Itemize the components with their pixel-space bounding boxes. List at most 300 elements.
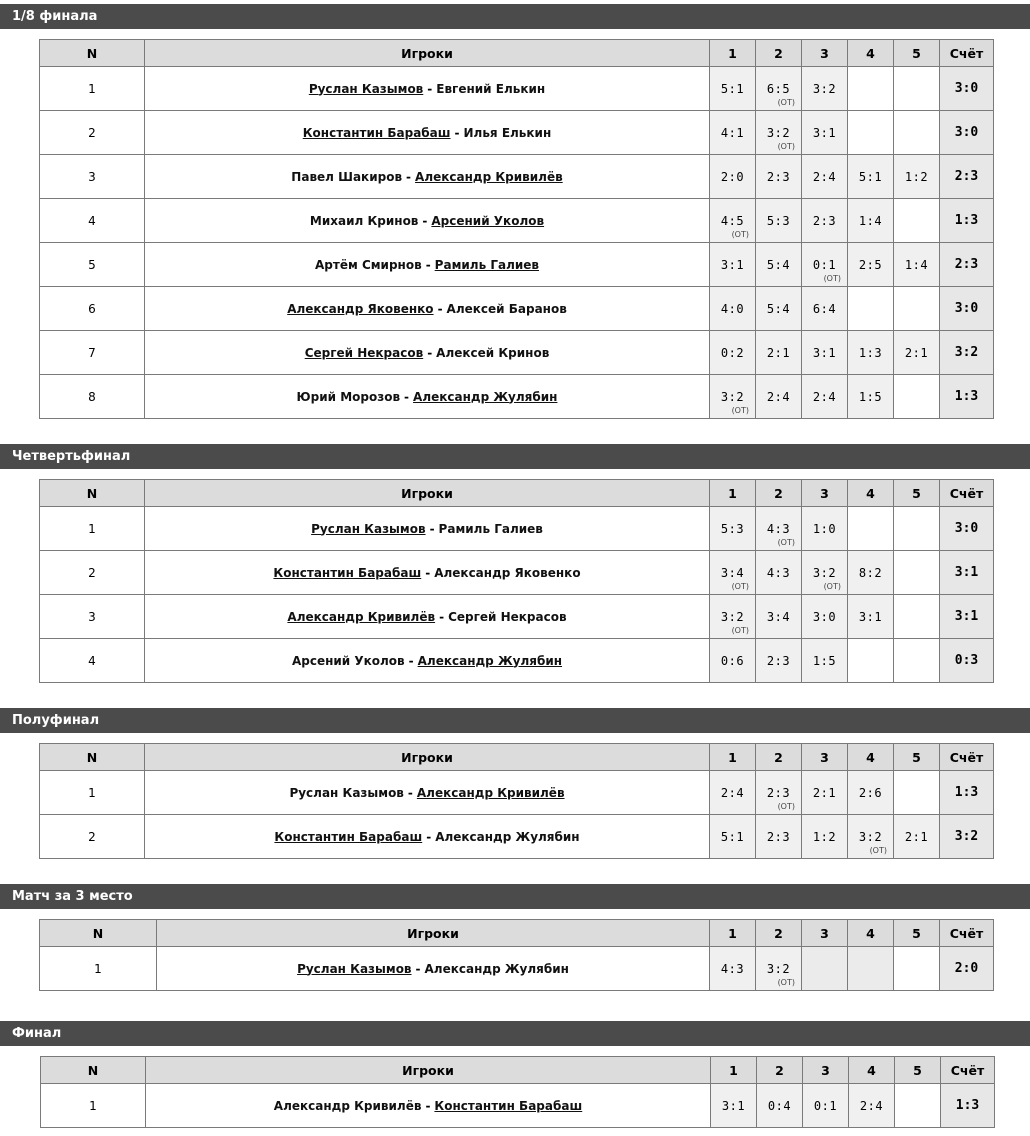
set-score bbox=[802, 551, 848, 595]
players-separator: - bbox=[425, 1098, 431, 1113]
set-score bbox=[894, 243, 940, 287]
set-value: 3:2 bbox=[812, 565, 837, 580]
set-score bbox=[710, 155, 756, 199]
player-name: Юрий Морозов bbox=[296, 389, 401, 404]
table-row bbox=[40, 155, 994, 199]
set-score bbox=[710, 331, 756, 375]
match-number: 1 bbox=[40, 771, 145, 815]
col-header-players: Игроки bbox=[146, 1057, 711, 1084]
set-score bbox=[848, 199, 894, 243]
section-header: Полуфинал bbox=[0, 708, 1030, 733]
set-score bbox=[802, 947, 848, 991]
col-header-set-3: 3 bbox=[802, 744, 848, 771]
match-score: 3:1 bbox=[940, 551, 994, 595]
overtime-mark: (ОТ) bbox=[731, 582, 749, 591]
col-header-players: Игроки bbox=[145, 480, 710, 507]
table-row bbox=[40, 771, 994, 815]
players-separator: - bbox=[415, 961, 421, 976]
col-header-players: Игроки bbox=[157, 920, 710, 947]
col-header-n: N bbox=[40, 920, 157, 947]
set-score bbox=[802, 771, 848, 815]
col-header-score: Счёт bbox=[940, 40, 994, 67]
set-value: 5:3 bbox=[766, 213, 791, 228]
col-header-players: Игроки bbox=[145, 744, 710, 771]
set-score bbox=[756, 947, 802, 991]
set-score bbox=[710, 639, 756, 683]
table-row bbox=[40, 639, 994, 683]
col-header-set-4: 4 bbox=[848, 920, 894, 947]
set-value: 5:3 bbox=[720, 521, 745, 536]
set-score bbox=[848, 111, 894, 155]
player-link[interactable]: Константин Барабаш bbox=[434, 1098, 583, 1113]
set-value: 3:1 bbox=[812, 345, 837, 360]
set-value: 3:2 bbox=[766, 961, 791, 976]
match-number: 1 bbox=[41, 1084, 146, 1128]
set-value: 3:2 bbox=[858, 829, 883, 844]
set-score bbox=[894, 551, 940, 595]
set-score bbox=[802, 507, 848, 551]
col-header-set-1: 1 bbox=[711, 1057, 757, 1084]
player-link[interactable]: Александр Яковенко bbox=[287, 301, 434, 316]
player-name: Рамиль Галиев bbox=[438, 521, 543, 536]
set-score bbox=[756, 771, 802, 815]
set-score bbox=[710, 67, 756, 111]
match-players bbox=[145, 199, 710, 243]
set-score bbox=[894, 507, 940, 551]
match-players bbox=[145, 67, 710, 111]
set-score bbox=[756, 595, 802, 639]
col-header-set-1: 1 bbox=[710, 40, 756, 67]
overtime-mark: (ОТ) bbox=[731, 406, 749, 415]
overtime-mark: (ОТ) bbox=[823, 274, 841, 283]
match-score: 2:0 bbox=[940, 947, 994, 991]
set-value: 2:4 bbox=[720, 785, 745, 800]
match-score: 3:1 bbox=[940, 595, 994, 639]
player-link[interactable]: Константин Барабаш bbox=[274, 829, 423, 844]
set-value: 3:0 bbox=[812, 609, 837, 624]
player-name: Руслан Казымов bbox=[289, 785, 404, 800]
player-link[interactable]: Рамиль Галиев bbox=[434, 257, 540, 272]
set-score bbox=[894, 155, 940, 199]
match-score: 3:0 bbox=[940, 111, 994, 155]
set-score bbox=[848, 287, 894, 331]
set-value: 3:4 bbox=[766, 609, 791, 624]
table-row bbox=[40, 595, 994, 639]
set-score bbox=[756, 199, 802, 243]
set-value: 5:1 bbox=[858, 169, 883, 184]
overtime-mark: (ОТ) bbox=[777, 538, 795, 547]
player-name: Александр Жулябин bbox=[424, 961, 569, 976]
set-score bbox=[848, 771, 894, 815]
table-row bbox=[40, 375, 994, 419]
players-separator: - bbox=[427, 81, 433, 96]
match-players bbox=[145, 331, 710, 375]
table-row bbox=[40, 331, 994, 375]
set-value: 2:3 bbox=[766, 829, 791, 844]
player-name: Александр Жулябин bbox=[435, 829, 580, 844]
set-value: 4:3 bbox=[720, 961, 745, 976]
set-score bbox=[710, 947, 756, 991]
set-score bbox=[848, 331, 894, 375]
player-name: Павел Шакиров bbox=[291, 169, 403, 184]
col-header-n: N bbox=[40, 40, 145, 67]
match-players bbox=[145, 639, 710, 683]
players-separator: - bbox=[427, 345, 433, 360]
set-score bbox=[894, 815, 940, 859]
set-score bbox=[802, 331, 848, 375]
player-link[interactable]: Александр Кривилёв bbox=[287, 609, 436, 624]
match-players bbox=[145, 287, 710, 331]
table-row bbox=[41, 1084, 995, 1128]
set-score bbox=[894, 199, 940, 243]
set-value: 0:1 bbox=[813, 1098, 838, 1113]
set-score bbox=[802, 67, 848, 111]
player-name: Илья Елькин bbox=[463, 125, 552, 140]
set-value: 3:2 bbox=[766, 125, 791, 140]
player-name: Михаил Кринов bbox=[309, 213, 419, 228]
match-number: 3 bbox=[40, 595, 145, 639]
set-value: 2:5 bbox=[858, 257, 883, 272]
set-score bbox=[848, 67, 894, 111]
players-separator: - bbox=[406, 169, 412, 184]
col-header-set-1: 1 bbox=[710, 920, 756, 947]
match-number: 2 bbox=[40, 551, 145, 595]
player-link[interactable]: Арсений Уколов bbox=[431, 213, 545, 228]
match-score: 1:3 bbox=[940, 199, 994, 243]
match-players bbox=[145, 375, 710, 419]
player-name: Александр Яковенко bbox=[434, 565, 581, 580]
match-score: 1:3 bbox=[940, 771, 994, 815]
set-value: 2:3 bbox=[766, 169, 791, 184]
match-number: 6 bbox=[40, 287, 145, 331]
set-value: 3:2 bbox=[720, 389, 745, 404]
set-score bbox=[848, 595, 894, 639]
match-number: 5 bbox=[40, 243, 145, 287]
overtime-mark: (ОТ) bbox=[777, 802, 795, 811]
overtime-mark: (ОТ) bbox=[731, 626, 749, 635]
match-players bbox=[145, 155, 710, 199]
set-score bbox=[894, 111, 940, 155]
match-players bbox=[145, 595, 710, 639]
player-name: Александр Кривилёв bbox=[273, 1098, 422, 1113]
set-score bbox=[756, 287, 802, 331]
col-header-set-1: 1 bbox=[710, 744, 756, 771]
player-link[interactable]: Руслан Казымов bbox=[308, 81, 424, 96]
set-score bbox=[848, 639, 894, 683]
match-number: 2 bbox=[40, 111, 145, 155]
players-separator: - bbox=[429, 521, 435, 536]
col-header-score: Счёт bbox=[940, 744, 994, 771]
results-table bbox=[39, 39, 994, 419]
set-value: 2:4 bbox=[766, 389, 791, 404]
set-score bbox=[802, 287, 848, 331]
col-header-set-5: 5 bbox=[894, 920, 940, 947]
set-value: 4:3 bbox=[766, 565, 791, 580]
results-table bbox=[39, 743, 994, 859]
set-value: 3:4 bbox=[720, 565, 745, 580]
set-score bbox=[848, 155, 894, 199]
set-score bbox=[894, 639, 940, 683]
set-value: 2:1 bbox=[812, 785, 837, 800]
set-score bbox=[849, 1084, 895, 1128]
players-separator: - bbox=[422, 213, 428, 228]
results-table bbox=[40, 1056, 995, 1128]
match-number: 8 bbox=[40, 375, 145, 419]
match-players bbox=[145, 771, 710, 815]
player-name: Евгений Елькин bbox=[436, 81, 546, 96]
set-score bbox=[756, 507, 802, 551]
set-score bbox=[711, 1084, 757, 1128]
players-separator: - bbox=[407, 785, 413, 800]
col-header-set-4: 4 bbox=[848, 480, 894, 507]
set-value: 2:0 bbox=[720, 169, 745, 184]
match-number: 1 bbox=[40, 67, 145, 111]
col-header-n: N bbox=[40, 744, 145, 771]
set-score bbox=[802, 199, 848, 243]
set-score bbox=[710, 551, 756, 595]
section-header: Матч за 3 место bbox=[0, 884, 1030, 909]
players-separator: - bbox=[437, 301, 443, 316]
col-header-n: N bbox=[40, 480, 145, 507]
players-separator: - bbox=[426, 829, 432, 844]
col-header-score: Счёт bbox=[940, 920, 994, 947]
col-header-set-5: 5 bbox=[894, 480, 940, 507]
set-score bbox=[756, 111, 802, 155]
overtime-mark: (ОТ) bbox=[777, 142, 795, 151]
set-score bbox=[848, 243, 894, 287]
table-row bbox=[40, 67, 994, 111]
table-row bbox=[40, 947, 994, 991]
col-header-set-2: 2 bbox=[757, 1057, 803, 1084]
set-value: 5:1 bbox=[720, 829, 745, 844]
match-number: 4 bbox=[40, 639, 145, 683]
set-value: 5:1 bbox=[720, 81, 745, 96]
set-score bbox=[756, 639, 802, 683]
set-value: 8:2 bbox=[858, 565, 883, 580]
col-header-set-5: 5 bbox=[894, 40, 940, 67]
set-score bbox=[802, 243, 848, 287]
set-value: 5:4 bbox=[766, 301, 791, 316]
match-number: 4 bbox=[40, 199, 145, 243]
col-header-score: Счёт bbox=[941, 1057, 995, 1084]
overtime-mark: (ОТ) bbox=[777, 978, 795, 987]
set-score bbox=[756, 243, 802, 287]
set-score bbox=[802, 815, 848, 859]
col-header-set-2: 2 bbox=[756, 40, 802, 67]
overtime-mark: (ОТ) bbox=[823, 582, 841, 591]
players-separator: - bbox=[454, 125, 460, 140]
set-value: 2:1 bbox=[904, 829, 929, 844]
set-value: 1:5 bbox=[812, 653, 837, 668]
set-value: 4:0 bbox=[720, 301, 745, 316]
set-score bbox=[757, 1084, 803, 1128]
player-link[interactable]: Руслан Казымов bbox=[297, 961, 412, 976]
section-header: Четвертьфинал bbox=[0, 444, 1030, 469]
set-score bbox=[756, 67, 802, 111]
set-value: 1:3 bbox=[858, 345, 883, 360]
player-link[interactable]: Александр Кривилёв bbox=[416, 785, 565, 800]
set-score bbox=[894, 331, 940, 375]
players-separator: - bbox=[439, 609, 445, 624]
set-score bbox=[756, 155, 802, 199]
set-score bbox=[802, 639, 848, 683]
player-link[interactable]: Руслан Казымов bbox=[311, 521, 426, 536]
set-score bbox=[802, 155, 848, 199]
col-header-set-4: 4 bbox=[848, 744, 894, 771]
set-value: 2:3 bbox=[766, 785, 791, 800]
set-value: 3:1 bbox=[720, 257, 745, 272]
col-header-score: Счёт bbox=[940, 480, 994, 507]
set-score bbox=[848, 507, 894, 551]
match-number: 2 bbox=[40, 815, 145, 859]
players-separator: - bbox=[408, 653, 414, 668]
match-players bbox=[145, 551, 710, 595]
match-score: 1:3 bbox=[940, 375, 994, 419]
set-score bbox=[894, 771, 940, 815]
set-value: 2:3 bbox=[766, 653, 791, 668]
section-header: 1/8 финала bbox=[0, 4, 1030, 29]
match-number: 1 bbox=[40, 947, 157, 991]
set-score bbox=[895, 1084, 941, 1128]
player-link[interactable]: Константин Барабаш bbox=[302, 125, 451, 140]
player-name: Алексей Баранов bbox=[446, 301, 567, 316]
match-players bbox=[145, 815, 710, 859]
match-number: 7 bbox=[40, 331, 145, 375]
set-score bbox=[848, 947, 894, 991]
player-name: Артём Смирнов bbox=[314, 257, 422, 272]
set-score bbox=[894, 595, 940, 639]
player-link[interactable]: Александр Кривилёв bbox=[415, 169, 563, 184]
set-value: 0:4 bbox=[767, 1098, 792, 1113]
match-players bbox=[145, 507, 710, 551]
set-score bbox=[848, 815, 894, 859]
set-value: 3:1 bbox=[812, 125, 837, 140]
set-score bbox=[756, 331, 802, 375]
set-value: 1:4 bbox=[904, 257, 929, 272]
set-value: 6:4 bbox=[812, 301, 837, 316]
match-number: 3 bbox=[40, 155, 145, 199]
set-value: 2:4 bbox=[859, 1098, 884, 1113]
set-value: 0:1 bbox=[812, 257, 837, 272]
set-score bbox=[894, 67, 940, 111]
set-score bbox=[710, 771, 756, 815]
match-players bbox=[146, 1084, 711, 1128]
player-name: Сергей Некрасов bbox=[448, 609, 567, 624]
overtime-mark: (ОТ) bbox=[869, 846, 887, 855]
set-score bbox=[710, 287, 756, 331]
set-value: 0:2 bbox=[720, 345, 745, 360]
set-value: 4:5 bbox=[720, 213, 745, 228]
set-value: 1:2 bbox=[904, 169, 929, 184]
set-score bbox=[894, 947, 940, 991]
set-value: 5:4 bbox=[766, 257, 791, 272]
col-header-set-4: 4 bbox=[848, 40, 894, 67]
match-players bbox=[145, 243, 710, 287]
section-header: Финал bbox=[0, 1021, 1030, 1046]
set-score bbox=[710, 815, 756, 859]
players-separator: - bbox=[404, 389, 410, 404]
set-value: 2:1 bbox=[766, 345, 791, 360]
col-header-set-4: 4 bbox=[849, 1057, 895, 1084]
set-score bbox=[803, 1084, 849, 1128]
table-row bbox=[40, 507, 994, 551]
match-players bbox=[157, 947, 710, 991]
match-score: 2:3 bbox=[940, 243, 994, 287]
set-score bbox=[756, 815, 802, 859]
set-value: 2:6 bbox=[858, 785, 883, 800]
set-value: 1:4 bbox=[858, 213, 883, 228]
overtime-mark: (ОТ) bbox=[777, 98, 795, 107]
match-score: 2:3 bbox=[940, 155, 994, 199]
set-score bbox=[756, 551, 802, 595]
set-value: 4:3 bbox=[766, 521, 791, 536]
set-score bbox=[756, 375, 802, 419]
player-link[interactable]: Александр Жулябин bbox=[417, 653, 563, 668]
table-row bbox=[40, 551, 994, 595]
set-score bbox=[848, 375, 894, 419]
col-header-set-2: 2 bbox=[756, 480, 802, 507]
set-score bbox=[710, 595, 756, 639]
set-value: 2:1 bbox=[904, 345, 929, 360]
match-score: 3:2 bbox=[940, 815, 994, 859]
set-score bbox=[710, 375, 756, 419]
table-row bbox=[40, 815, 994, 859]
match-score: 1:3 bbox=[941, 1084, 995, 1128]
col-header-set-5: 5 bbox=[894, 744, 940, 771]
player-link[interactable]: Сергей Некрасов bbox=[304, 345, 424, 360]
overtime-mark: (ОТ) bbox=[731, 230, 749, 239]
match-score: 3:0 bbox=[940, 67, 994, 111]
set-value: 2:4 bbox=[812, 389, 837, 404]
set-score bbox=[894, 375, 940, 419]
results-table bbox=[39, 919, 994, 991]
set-value: 4:1 bbox=[720, 125, 745, 140]
set-value: 0:6 bbox=[720, 653, 745, 668]
match-number: 1 bbox=[40, 507, 145, 551]
match-score: 3:0 bbox=[940, 287, 994, 331]
players-separator: - bbox=[425, 257, 431, 272]
set-score bbox=[710, 199, 756, 243]
col-header-set-1: 1 bbox=[710, 480, 756, 507]
set-value: 2:3 bbox=[812, 213, 837, 228]
table-row bbox=[40, 287, 994, 331]
col-header-set-3: 3 bbox=[802, 40, 848, 67]
set-value: 1:0 bbox=[812, 521, 837, 536]
player-name: Арсений Уколов bbox=[291, 653, 405, 668]
player-name: Алексей Кринов bbox=[436, 345, 550, 360]
col-header-set-3: 3 bbox=[802, 920, 848, 947]
match-players bbox=[145, 111, 710, 155]
set-value: 2:4 bbox=[812, 169, 837, 184]
match-score: 3:0 bbox=[940, 507, 994, 551]
col-header-set-5: 5 bbox=[895, 1057, 941, 1084]
col-header-set-3: 3 bbox=[803, 1057, 849, 1084]
col-header-set-2: 2 bbox=[756, 920, 802, 947]
table-row bbox=[40, 199, 994, 243]
col-header-set-3: 3 bbox=[802, 480, 848, 507]
set-score bbox=[848, 551, 894, 595]
col-header-n: N bbox=[41, 1057, 146, 1084]
match-score: 3:2 bbox=[940, 331, 994, 375]
player-link[interactable]: Константин Барабаш bbox=[273, 565, 422, 580]
set-score bbox=[710, 507, 756, 551]
player-link[interactable]: Александр Жулябин bbox=[413, 389, 558, 404]
results-table bbox=[39, 479, 994, 683]
set-score bbox=[802, 111, 848, 155]
table-row bbox=[40, 111, 994, 155]
players-separator: - bbox=[425, 565, 431, 580]
set-score bbox=[894, 287, 940, 331]
